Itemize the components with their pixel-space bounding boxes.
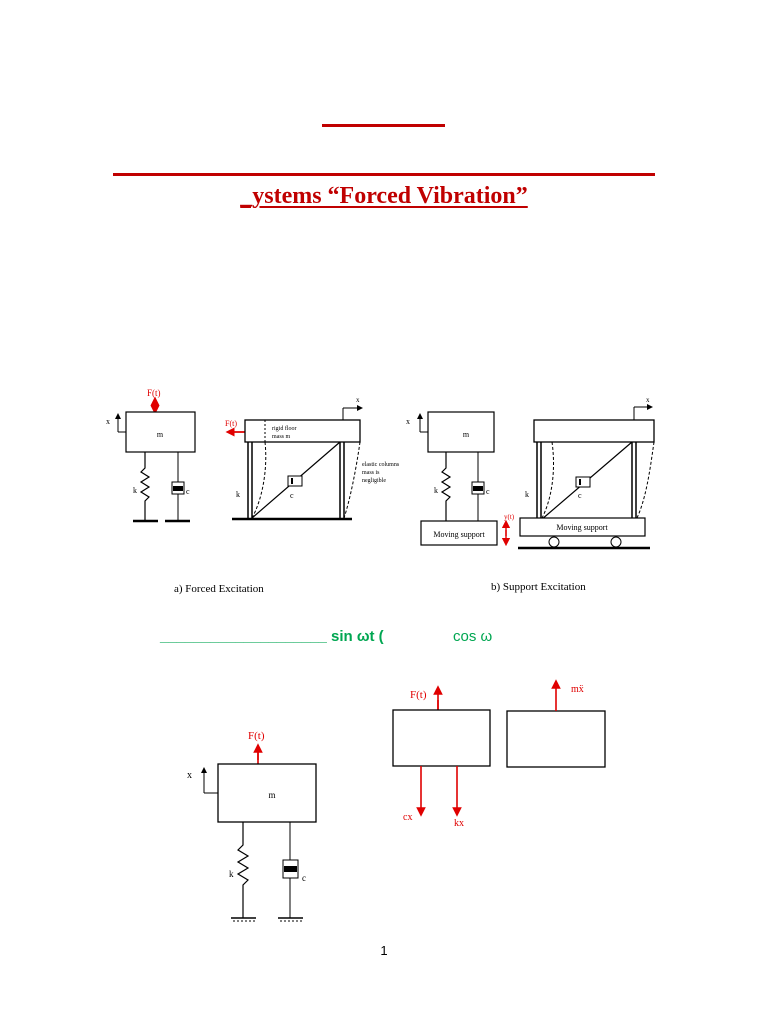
model-spring xyxy=(238,822,248,918)
diagram-a-spring xyxy=(141,452,149,520)
frame-b xyxy=(518,396,654,548)
model-mass xyxy=(218,764,316,822)
diagram-a-damper-label: c xyxy=(186,487,190,496)
frame-a-column-label-3: negligible xyxy=(362,478,386,484)
frame-a-floor xyxy=(245,420,360,442)
caption-support-excitation: b) Support Excitation xyxy=(491,581,586,593)
diagram-b-disp-label: x xyxy=(406,417,410,426)
diagram-a-disp-label: x xyxy=(106,417,110,426)
frame-b-spring-label: k xyxy=(525,490,529,499)
diagram-b xyxy=(406,412,515,545)
frame-b-support-label: Moving support xyxy=(556,523,608,532)
model-force-label: F(t) xyxy=(248,730,265,742)
diagram-b-damper-label: c xyxy=(486,487,490,496)
frame-a-floor-label-2: mass m xyxy=(272,434,291,440)
model-mass-label: m xyxy=(268,790,276,800)
fbd-inertia-label: mẍ xyxy=(571,684,584,695)
frame-a xyxy=(225,396,400,519)
diagram-b-spring-label: k xyxy=(434,486,438,495)
free-body-diagram xyxy=(393,684,605,829)
equation-line-left: ____________________ sin ωt ( xyxy=(160,628,384,645)
equation-line-right: cos ω xyxy=(453,628,493,645)
diagram-a-mass-label: m xyxy=(156,430,164,439)
diagram-a-force-label: F(t) xyxy=(147,388,161,398)
model-damper-label: c xyxy=(302,873,306,883)
caption-forced-excitation: a) Forced Excitation xyxy=(174,583,264,595)
page-number: 1 xyxy=(380,943,388,958)
diagram-b-support-label: Moving support xyxy=(433,530,485,539)
frame-a-column-label-1: elastic columns xyxy=(362,462,400,468)
header-long-rule xyxy=(113,173,655,176)
frame-a-spring-label: k xyxy=(236,490,240,499)
figure-top xyxy=(0,380,768,610)
diagram-a-spring-label: k xyxy=(133,486,137,495)
fbd-damping-force-label: cx xyxy=(403,812,413,823)
diagram-b-mass xyxy=(428,412,494,452)
model-spring-label: k xyxy=(229,869,234,879)
frame-b-disp-label: x xyxy=(646,396,650,404)
header-short-rule xyxy=(322,124,445,127)
diagram-a xyxy=(106,388,195,521)
fbd-mass-right xyxy=(507,711,605,767)
frame-a-column-label-2: mass is xyxy=(362,470,380,476)
model-disp-label: x xyxy=(187,770,192,781)
diagram-b-support-disp-label: y(t) xyxy=(504,513,515,521)
bottom-model xyxy=(187,730,316,921)
diagram-b-mass-label: m xyxy=(462,430,470,439)
frame-b-damper-label: c xyxy=(578,491,582,500)
figure-bottom xyxy=(0,670,768,940)
frame-a-disp-label: x xyxy=(356,396,360,404)
fbd-spring-force-label: kx xyxy=(454,818,464,829)
frame-a-floor-label-1: rigid floor xyxy=(272,426,297,432)
frame-a-damper-label: c xyxy=(290,491,294,500)
fbd-mass-left xyxy=(393,710,490,766)
fbd-force-label: F(t) xyxy=(410,689,427,701)
frame-a-force-label: F(t) xyxy=(225,419,237,428)
page-title: _ystems “Forced Vibration” xyxy=(240,183,528,209)
